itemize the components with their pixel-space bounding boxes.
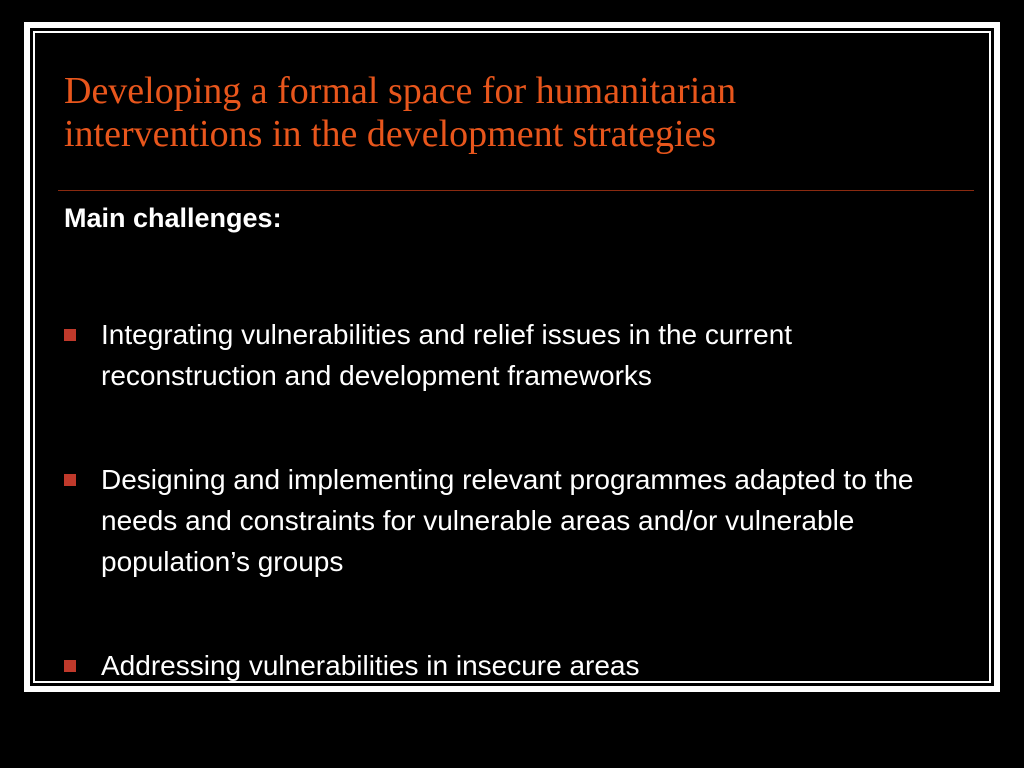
slide-title-line-2: interventions in the development strategies — [64, 113, 717, 155]
bullet-item — [64, 645, 964, 686]
bullet-text: Addressing vulnerabilities in insecure areas — [101, 650, 640, 681]
square-bullet-icon — [64, 474, 76, 486]
bullet-text: Integrating vulnerabilities and relief issues in the current reconstruction and development frameworks — [101, 319, 793, 391]
bullet-text: Designing and implementing relevant programmes adapted to the needs and constraints for vulnerable areas and/or vulnerable population’s groups — [101, 464, 914, 577]
square-bullet-icon — [64, 660, 76, 672]
title-divider — [58, 190, 974, 191]
bullet-item — [64, 314, 964, 396]
bullet-item — [64, 459, 964, 582]
section-heading: Main challenges: — [64, 203, 282, 233]
square-bullet-icon — [64, 329, 76, 341]
slide-title-line-1: Developing a formal space for humanitarian — [64, 70, 737, 112]
slide-title — [64, 70, 964, 156]
bullet-list — [64, 314, 964, 686]
slide-body — [64, 198, 964, 686]
